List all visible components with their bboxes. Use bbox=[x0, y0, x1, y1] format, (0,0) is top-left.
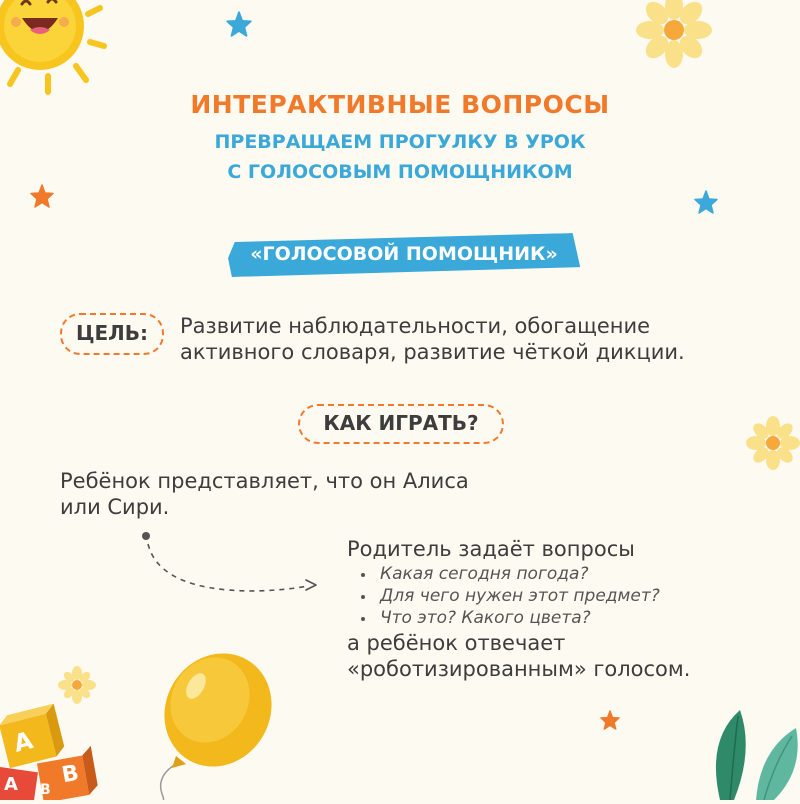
child-answer-line1: а ребёнок отвечает bbox=[347, 631, 566, 655]
game-name-banner bbox=[228, 236, 580, 276]
block-letter: В bbox=[59, 760, 81, 789]
list-item: Для чего нужен этот предмет? bbox=[358, 585, 660, 607]
goal-label: ЦЕЛЬ: bbox=[60, 313, 164, 355]
flower-icon bbox=[746, 416, 800, 470]
flower-icon bbox=[636, 0, 712, 68]
star-icon bbox=[600, 710, 620, 730]
child-answer-instruction bbox=[347, 630, 690, 682]
page-title: ИНТЕРАКТИВНЫЕ ВОПРОСЫ bbox=[190, 90, 610, 119]
goal-text-line1: Развитие наблюдательности, обогащение bbox=[180, 314, 651, 338]
flower-icon bbox=[58, 666, 96, 704]
child-answer-line2: «роботизированным» голосом. bbox=[347, 657, 691, 681]
parent-instruction: Родитель задаёт вопросы bbox=[347, 537, 635, 561]
block-letter: А bbox=[10, 726, 36, 758]
star-icon bbox=[226, 11, 252, 37]
star-icon bbox=[30, 184, 54, 208]
child-instruction-line1: Ребёнок представляет, что он Алиса bbox=[60, 469, 469, 493]
goal-text-line2: активного словаря, развитие чёткой дикции. bbox=[180, 340, 685, 364]
goal-text bbox=[180, 313, 685, 365]
child-instruction-line2: или Сири. bbox=[60, 495, 170, 519]
question-list bbox=[358, 563, 660, 629]
star-icon bbox=[694, 190, 718, 214]
toy-blocks bbox=[0, 700, 110, 800]
sun-icon bbox=[0, 0, 110, 100]
list-item: Какая сегодня погода? bbox=[358, 563, 660, 585]
block-letter: А bbox=[4, 774, 18, 795]
child-instruction bbox=[60, 468, 469, 520]
how-to-play-label: КАК ИГРАТЬ? bbox=[298, 404, 504, 444]
page-subtitle-line1: ПРЕВРАЩАЕМ ПРОГУЛКУ В УРОК bbox=[214, 131, 586, 153]
list-item: Что это? Какого цвета? bbox=[358, 607, 660, 629]
balloon-icon bbox=[118, 640, 278, 800]
dashed-arrow bbox=[136, 530, 326, 600]
game-name: «ГОЛОСОВОЙ ПОМОЩНИК» bbox=[250, 243, 558, 265]
page-subtitle-line2: С ГОЛОСОВЫМ ПОМОЩНИКОМ bbox=[227, 161, 573, 183]
leaves-icon bbox=[700, 706, 800, 800]
block-letter: В bbox=[40, 782, 51, 798]
